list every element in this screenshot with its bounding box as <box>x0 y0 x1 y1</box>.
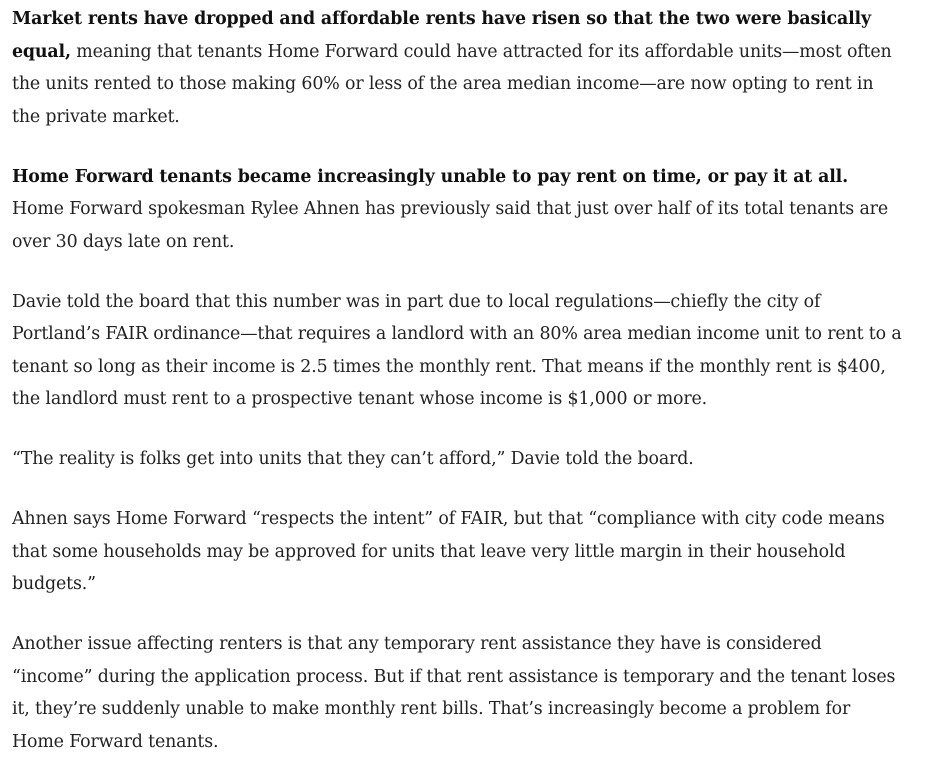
paragraph-market-rents <box>12 3 905 133</box>
paragraph-text: meaning that tenants Home Forward could have attracted for its affordable units—most often the units rented to those making 60% or less of the area median income—are now opting to rent in the private market. <box>12 41 892 127</box>
paragraph-lead: Market rents have dropped and affordable rents have risen so that the two were basically equal, <box>12 9 871 62</box>
paragraph-text: Ahnen says Home Forward “respects the intent” of FAIR, but that “compliance with city code means that some households may be approved for units that leave very little margin in their household budgets.” <box>12 509 885 594</box>
paragraph-late-rent <box>12 161 905 259</box>
paragraph-text: Home Forward spokesman Rylee Ahnen has previously said that just over half of its total tenants are over 30 days late on rent. <box>12 199 888 252</box>
paragraph-text: Another issue affecting renters is that any temporary rent assistance they have is considered “income” during the application process. But if that rent assistance is temporary and the tenant loses it, they’re suddenly unable to make monthly rent bills. That’s increasingly become a problem for Home Forward tenants. <box>12 634 896 752</box>
paragraph-text: “The reality is folks get into units that they can’t afford,” Davie told the board. <box>12 449 694 469</box>
paragraph-davie-quote <box>12 443 905 476</box>
paragraph-text: Davie told the board that this number was in part due to local regulations—chiefly the city of Portland’s FAIR ordinance—that requires a landlord with an 80% area median income unit to rent to a tenant so long as their income is 2.5 times the monthly rent. That means if the monthly rent is $400, the landlord must rent to a prospective tenant whose income is $1,000 or more. <box>12 291 902 409</box>
paragraph-lead: Home Forward tenants became increasingly unable to pay rent on time, or pay it at all. <box>12 166 849 187</box>
paragraph-ahnen-statement <box>12 503 905 601</box>
article-body <box>0 3 925 752</box>
paragraph-rent-assistance <box>12 628 905 758</box>
paragraph-fair-ordinance <box>12 286 905 416</box>
